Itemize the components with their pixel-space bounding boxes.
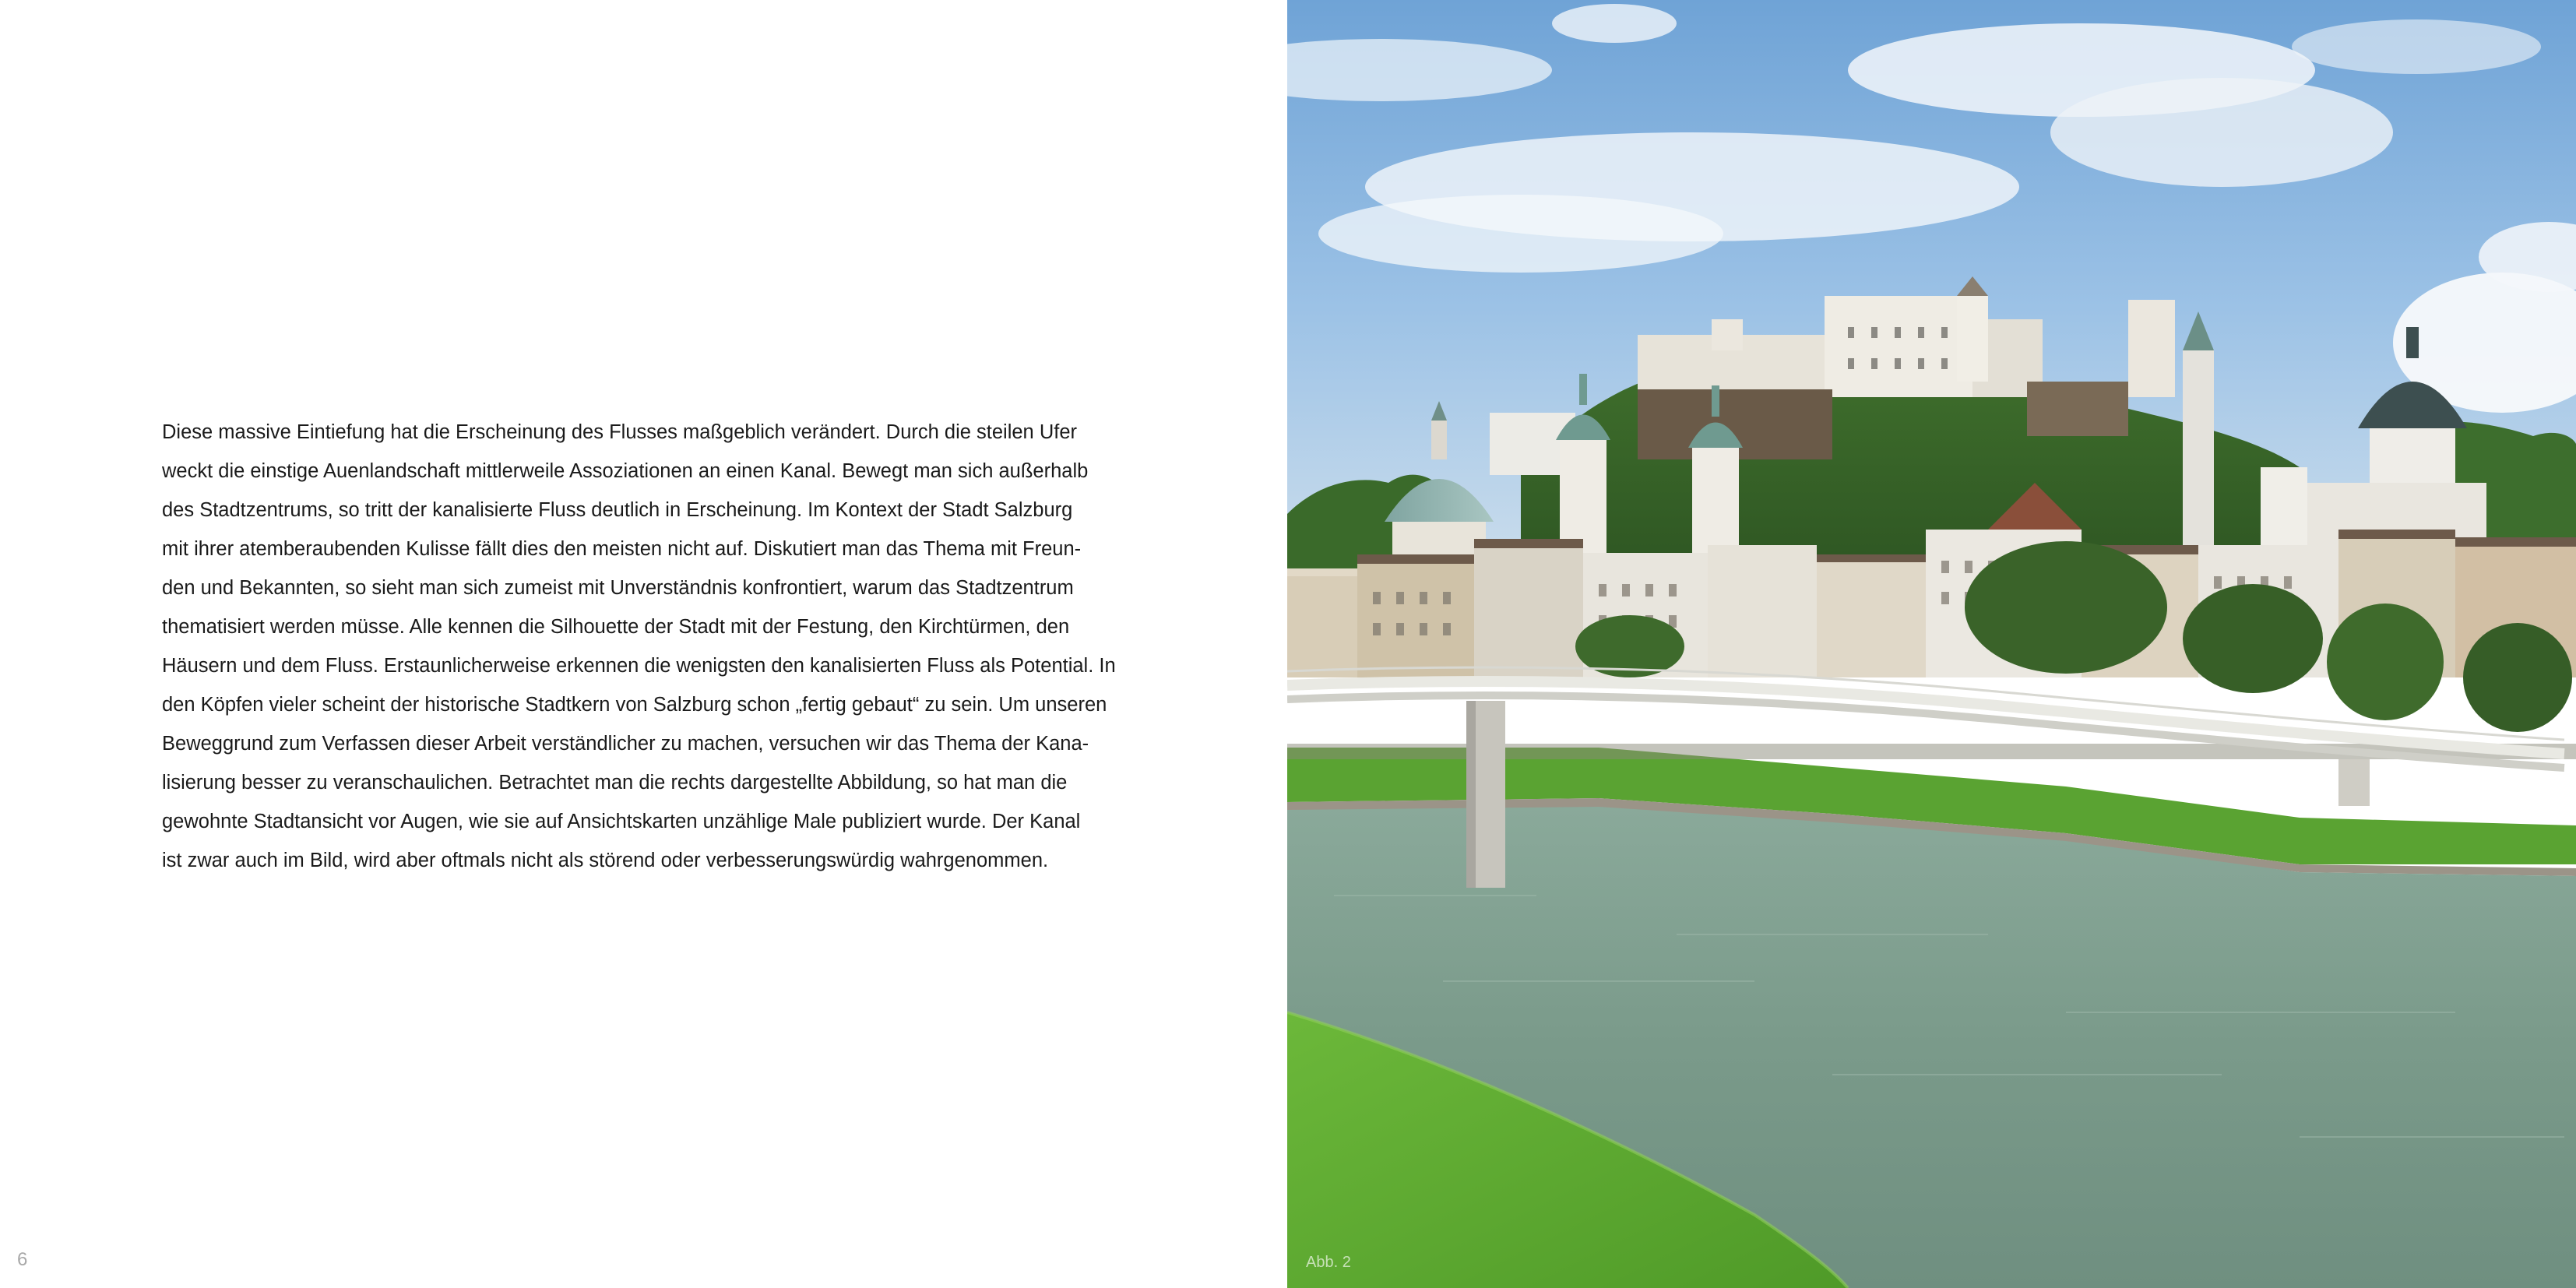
paragraph-line: den Köpfen vieler scheint der historische Stadtkern von Salzburg schon „fertig gebaut“ zu sein. Um unseren [162,694,1107,716]
paragraph-line: des Stadtzentrums, so tritt der kanalisierte Fluss deutlich in Erscheinung. Im Kontext der Stadt Salzburg [162,499,1073,521]
left-page [0,0,1287,1288]
paragraph-line: thematisiert werden müsse. Alle kennen die Silhouette der Stadt mit der Festung, den Kirchtürmen, den [162,616,1070,638]
paragraph-line: Häusern und dem Fluss. Erstaunlicherweise erkennen die wenigsten den kanalisierten Fluss als Potential. In [162,655,1116,677]
paragraph-line: lisierung besser zu veranschaulichen. Betrachtet man die rechts dargestellte Abbildung, so hat man die [162,772,1068,794]
paragraph-line: mit ihrer atemberaubenden Kulisse fällt dies den meisten nicht auf. Diskutiert man das Thema mit Freun- [162,538,1082,560]
body-paragraph [162,413,1135,880]
paragraph-line: den und Bekannten, so sieht man sich zumeist mit Unverständnis konfrontiert, warum das Stadtzentrum [162,577,1074,599]
paragraph-line: gewohnte Stadtansicht vor Augen, wie sie auf Ansichtskarten unzählige Male publiziert wurde. Der Kanal [162,811,1081,832]
paragraph-line: weckt die einstige Auenlandschaft mittlerweile Assoziationen an einen Kanal. Bewegt man sich außerhalb [162,460,1089,482]
right-page [1287,0,2576,1288]
paragraph-line: Diese massive Eintiefung hat die Erscheinung des Flusses maßgeblich verändert. Durch die steilen Ufer [162,421,1077,443]
paragraph-line: Beweggrund zum Verfassen dieser Arbeit verständlicher zu machen, versuchen wir das Thema der Kana- [162,733,1089,755]
paragraph-line: ist zwar auch im Bild, wird aber oftmals nicht als störend oder verbesserungswürdig wahrgenommen. [162,850,1049,871]
salzburg-cityscape-photo [1287,0,2576,1288]
page-number: 6 [17,1249,28,1270]
figure-caption: Abb. 2 [1306,1254,1351,1271]
